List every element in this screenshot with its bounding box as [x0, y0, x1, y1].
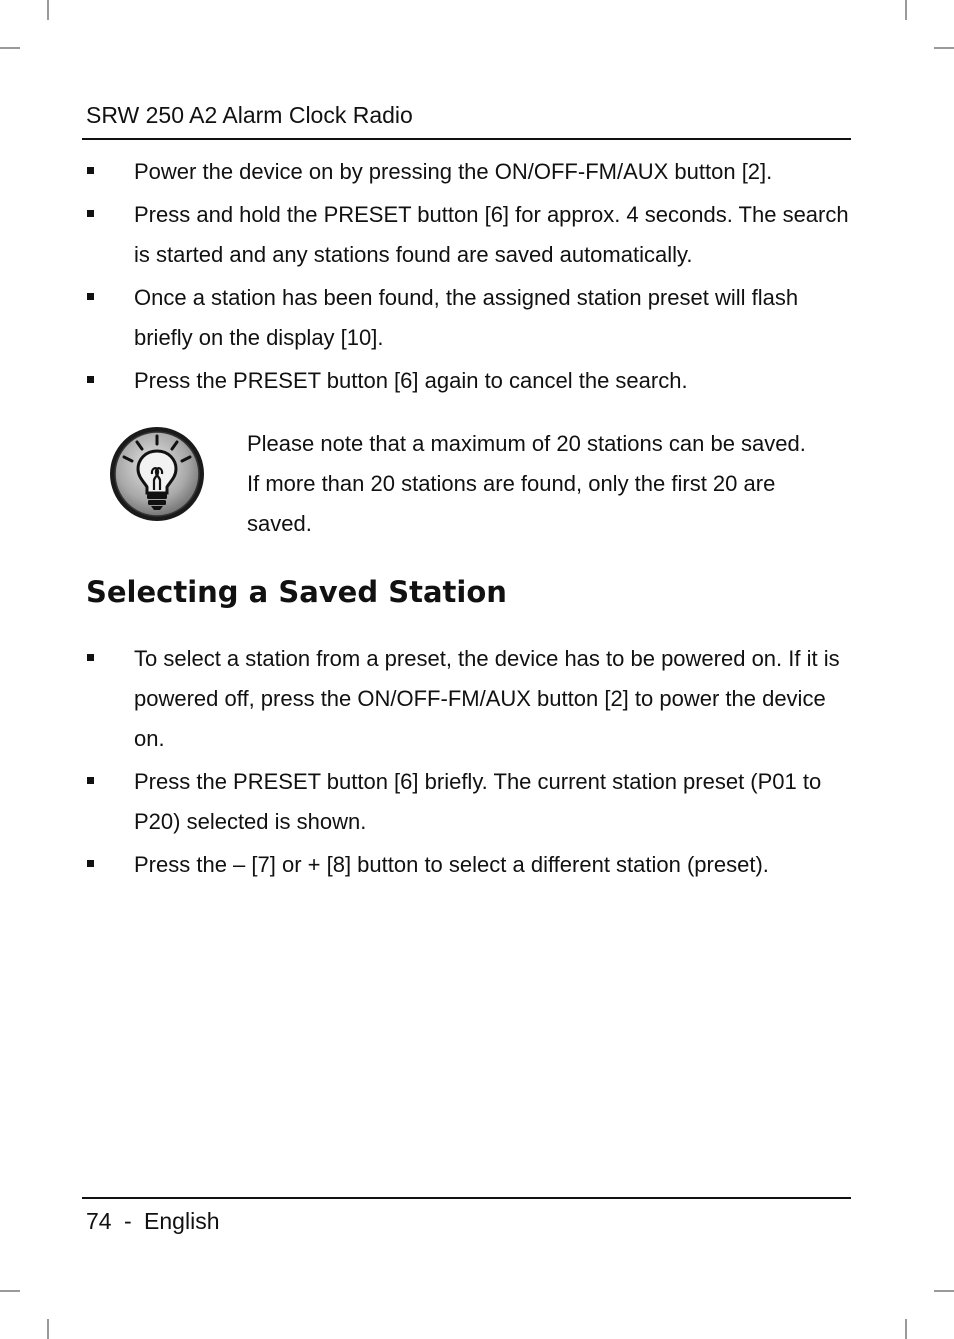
list-item — [86, 278, 850, 358]
crop-mark — [47, 0, 49, 20]
header-rule — [82, 138, 851, 140]
list-item-text: Press the PRESET button [6] briefly. The current station preset (P01 to P20) selected is shown. — [134, 769, 822, 834]
crop-mark — [0, 47, 20, 49]
list-item-text: Press the – [7] or + [8] button to select a different station (preset). — [134, 852, 769, 877]
lightbulb-icon — [107, 424, 207, 524]
tip-line: If more than 20 stations are found, only the first 20 are — [247, 471, 776, 496]
tip-line: saved. — [247, 511, 312, 536]
selection-steps-list — [86, 639, 850, 888]
crop-mark — [905, 0, 907, 20]
footer-language: English — [144, 1208, 220, 1234]
square-bullet-icon — [87, 167, 94, 174]
crop-mark — [0, 1290, 20, 1292]
list-item — [86, 152, 850, 192]
intro-steps-list — [86, 152, 850, 404]
square-bullet-icon — [87, 293, 94, 300]
list-item — [86, 195, 850, 275]
crop-mark — [47, 1319, 49, 1339]
footer-rule — [82, 1197, 851, 1199]
list-item-text: Once a station has been found, the assigned station preset will flash briefly on the display [10]. — [134, 285, 799, 350]
crop-mark — [934, 47, 954, 49]
section-heading: Selecting a Saved Station — [86, 575, 507, 609]
square-bullet-icon — [87, 654, 94, 661]
footer-separator: - — [123, 1208, 132, 1234]
tip-line: Please note that a maximum of 20 stations can be saved. — [247, 431, 806, 456]
list-item — [86, 762, 850, 842]
square-bullet-icon — [87, 860, 94, 867]
list-item — [86, 361, 850, 401]
page-footer — [86, 1205, 219, 1237]
list-item — [86, 639, 850, 759]
list-item-text: Press and hold the PRESET button [6] for approx. 4 seconds. The search is started and any stations found are saved automatically. — [134, 202, 849, 267]
crop-mark — [905, 1319, 907, 1339]
square-bullet-icon — [87, 210, 94, 217]
list-item-text: Power the device on by pressing the ON/OFF-FM/AUX button [2]. — [134, 159, 773, 184]
list-item — [86, 845, 850, 885]
square-bullet-icon — [87, 777, 94, 784]
page-header-title: SRW 250 A2 Alarm Clock Radio — [86, 102, 413, 128]
square-bullet-icon — [87, 376, 94, 383]
page-number: 74 — [86, 1208, 112, 1234]
list-item-text: Press the PRESET button [6] again to cancel the search. — [134, 368, 688, 393]
tip-note — [247, 424, 847, 544]
list-item-text: To select a station from a preset, the device has to be powered on. If it is powered off, press the ON/OFF-FM/AUX button [2] to power the device on. — [134, 646, 840, 751]
crop-mark — [934, 1290, 954, 1292]
